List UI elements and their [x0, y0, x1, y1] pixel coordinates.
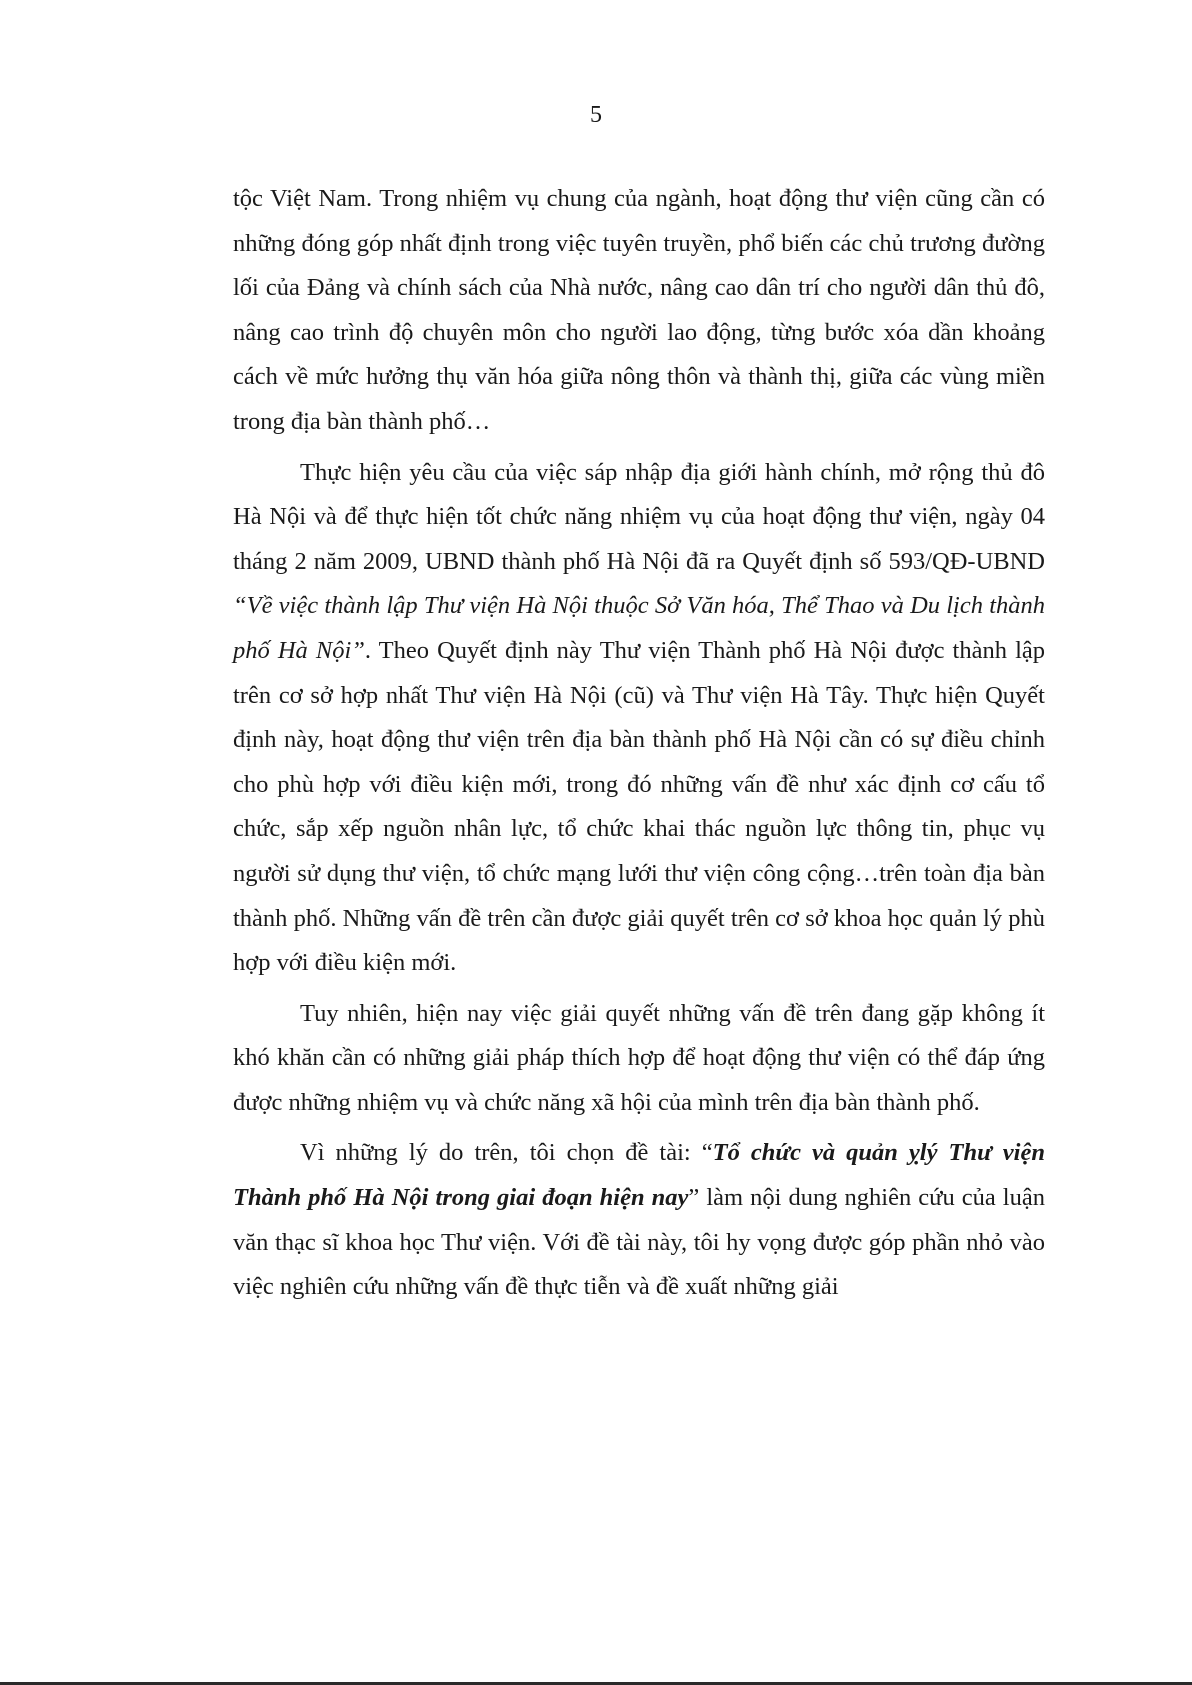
decision-title: “Về việc thành lập Thư viện Hà Nội thuộc Sở Văn hóa, Thể Thao và Du lịch thành phố Hà Nội” — [233, 592, 1045, 664]
paragraph-2 — [233, 451, 1045, 986]
body-text — [233, 177, 1045, 1316]
paragraph-3: Tuy nhiên, hiện nay việc giải quyết những vấn đề trên đang gặp không ít khó khăn cần có những giải pháp thích hợp để hoạt động thư viện có thể đáp ứng được những nhiệm vụ và chức năng xã hội của mình trên địa bàn thành phố. — [233, 999, 1045, 1116]
paragraph-4 — [233, 1131, 1045, 1309]
page-number: 5 — [590, 102, 602, 128]
paragraph-2-text-a: Thực hiện yêu cầu của việc sáp nhập địa giới hành chính, mở rộng thủ đô Hà Nội và để thực hiện tốt chức năng nhiệm vụ của hoạt động thư viện, ngày 04 tháng 2 năm 2009, UBND thành phố Hà Nội đã ra Quyết định số 593/QĐ-UBND — [233, 458, 1045, 575]
paragraph-4-text-a: Vì những lý do trên, tôi chọn đề tài: “ — [300, 1139, 713, 1167]
paragraph-4-text-b: ” làm nội dung nghiên cứu của luận văn thạc sĩ khoa học Thư viện. Với đề tài này, tôi hy vọng được góp phần nhỏ vào việc nghiên cứu những vấn đề thực tiễn và đề xuất những giải — [233, 1184, 1045, 1301]
paragraph-1: tộc Việt Nam. Trong nhiệm vụ chung của ngành, hoạt động thư viện cũng cần có những đóng góp nhất định trong việc tuyên truyền, phổ biến các chủ trương đường lối của Đảng và chính sách của Nhà nước, nâng cao dân trí cho người dân thủ đô, nâng cao trình độ chuyên môn cho người lao động, từng bước xóa dần khoảng cách về mức hưởng thụ văn hóa giữa nông thôn và thành thị, giữa các vùng miền trong địa bàn thành phố… — [233, 185, 1045, 435]
paragraph-2-text-b: . Theo Quyết định này Thư viện Thành phố Hà Nội được thành lập trên cơ sở hợp nhất Thư viện Hà Nội (cũ) và Thư viện Hà Tây. Thực hiện Quyết định này, hoạt động thư viện trên địa bàn thành phố Hà Nội cần có sự điều chỉnh cho phù hợp với điều kiện mới, trong đó những vấn đề như xác định cơ cấu tổ chức, sắp xếp nguồn nhân lực, tổ chức khai thác nguồn lực thông tin, phục vụ người sử dụng thư viện, tổ chức mạng lưới thư viện công cộng…trên toàn địa bàn thành phố. Những vấn đề trên cần được giải quyết trên cơ sở khoa học quản lý phù hợp với điều kiện mới. — [233, 636, 1045, 977]
thesis-title: Tổ chức và quản ỵlý Thư viện Thành phố Hà Nội trong giai đoạn hiện nay — [233, 1139, 1045, 1212]
